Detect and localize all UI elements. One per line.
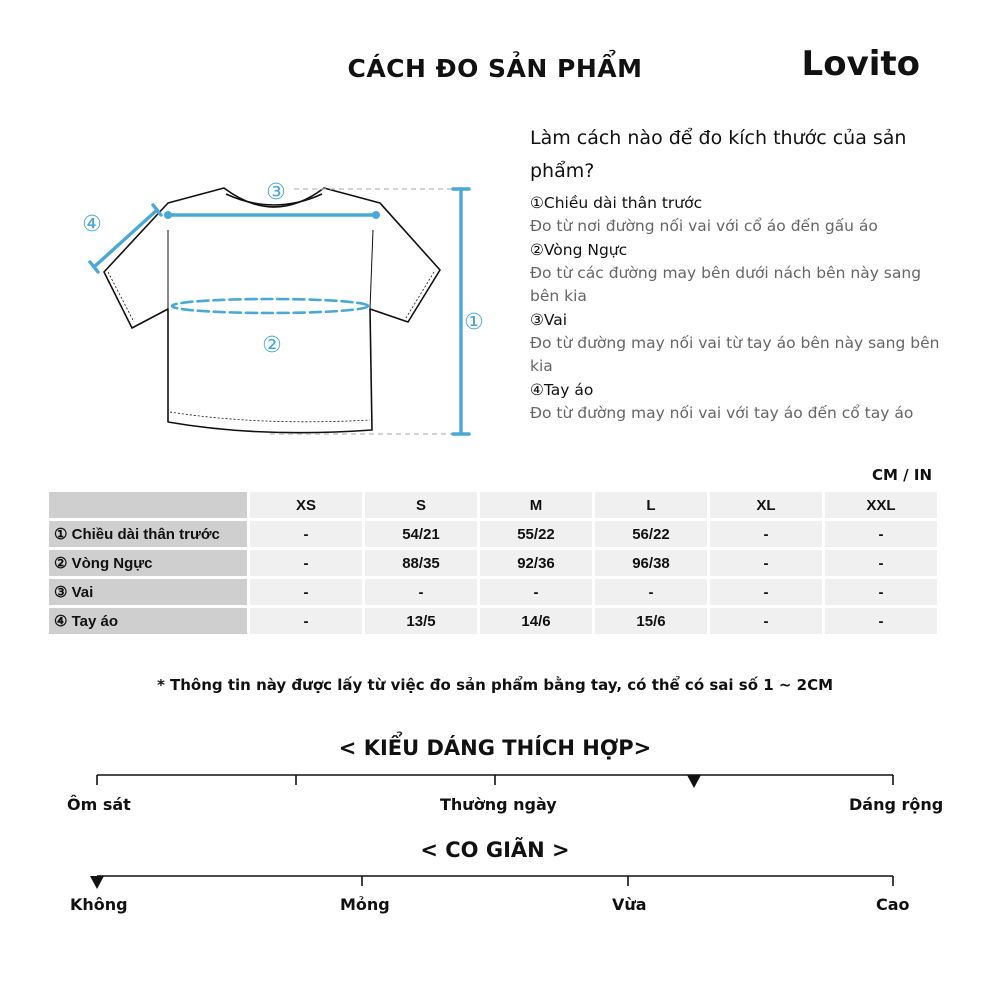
table-cell: - xyxy=(710,579,822,605)
table-cell: 15/6 xyxy=(595,608,707,634)
measure-desc-length: Đo từ nơi đường nối vai với cổ áo đến gấu áo xyxy=(530,217,878,235)
marker-3: ③ xyxy=(266,180,286,205)
brand-logo: Lovito xyxy=(801,44,920,84)
measurement-instructions xyxy=(530,122,950,425)
page-title: CÁCH ĐO SẢN PHẨM xyxy=(347,54,643,83)
stretch-label-medium: Vừa xyxy=(612,895,647,914)
measure-title-chest: ②Vòng Ngực xyxy=(530,240,628,259)
stretch-label-none: Không xyxy=(70,895,128,914)
unit-label: CM / IN xyxy=(872,466,932,484)
table-row xyxy=(49,608,937,634)
table-corner-cell xyxy=(49,492,247,518)
marker-1: ① xyxy=(464,310,484,335)
table-cell: - xyxy=(595,579,707,605)
table-cell: 92/36 xyxy=(480,550,592,576)
table-cell: - xyxy=(710,550,822,576)
marker-2: ② xyxy=(262,333,282,358)
table-cell: 13/5 xyxy=(365,608,477,634)
size-header-xxl: XXL xyxy=(825,492,937,518)
fit-label-tight: Ôm sát xyxy=(67,795,131,814)
size-header-l: L xyxy=(595,492,707,518)
row-label-chest: ② Vòng Ngực xyxy=(49,550,247,576)
measure-title-length: ①Chiều dài thân trước xyxy=(530,194,703,212)
tshirt-measurement-diagram xyxy=(70,170,484,450)
table-cell: 54/21 xyxy=(365,521,477,547)
table-cell: - xyxy=(480,579,592,605)
table-cell: - xyxy=(250,521,362,547)
measure-desc-chest: Đo từ các đường may bên dưới nách bên này sang bên kia xyxy=(530,263,922,305)
stretch-label-slight: Mỏng xyxy=(340,895,390,914)
row-label-length: ① Chiều dài thân trước xyxy=(49,521,247,547)
size-header-xl: XL xyxy=(710,492,822,518)
marker-4: ④ xyxy=(82,212,102,237)
fit-label-regular: Thường ngày xyxy=(440,795,557,814)
size-table xyxy=(46,489,940,637)
table-cell: 96/38 xyxy=(595,550,707,576)
table-cell: - xyxy=(825,579,937,605)
fit-title: < KIỂU DÁNG THÍCH HỢP> xyxy=(338,736,652,760)
table-cell: - xyxy=(365,579,477,605)
table-cell: - xyxy=(825,521,937,547)
measurement-note: * Thông tin này được lấy từ việc đo sản phẩm bằng tay, có thể có sai số 1 ~ 2CM xyxy=(156,676,834,694)
table-cell: 55/22 xyxy=(480,521,592,547)
stretch-indicator xyxy=(90,876,104,889)
table-cell: - xyxy=(710,608,822,634)
size-header-m: M xyxy=(480,492,592,518)
size-header-xs: XS xyxy=(250,492,362,518)
table-cell: - xyxy=(825,608,937,634)
table-cell: - xyxy=(825,550,937,576)
table-row xyxy=(49,579,937,605)
table-cell: - xyxy=(250,550,362,576)
instructions-heading: Làm cách nào để đo kích thước của sản phẩm? xyxy=(530,127,907,182)
measure-desc-shoulder: Đo từ đường may nối vai từ tay áo bên này sang bên kia xyxy=(530,333,940,375)
row-label-sleeve: ④ Tay áo xyxy=(49,608,247,634)
table-cell: 88/35 xyxy=(365,550,477,576)
size-header-s: S xyxy=(365,492,477,518)
table-cell: 14/6 xyxy=(480,608,592,634)
table-row xyxy=(49,521,937,547)
row-label-shoulder: ③ Vai xyxy=(49,579,247,605)
table-cell: - xyxy=(710,521,822,547)
stretch-title: < CO GIÃN > xyxy=(420,838,570,862)
table-cell: 56/22 xyxy=(595,521,707,547)
table-row xyxy=(49,550,937,576)
measure-desc-sleeve: Đo từ đường may nối vai với tay áo đến cổ tay áo xyxy=(530,403,914,422)
measure-title-sleeve: ④Tay áo xyxy=(530,380,594,399)
table-cell: - xyxy=(250,608,362,634)
size-header-row xyxy=(49,492,937,518)
fit-label-loose: Dáng rộng xyxy=(849,795,944,814)
tshirt-outline xyxy=(104,188,440,433)
table-cell: - xyxy=(250,579,362,605)
stretch-label-high: Cao xyxy=(876,895,910,914)
measure-title-shoulder: ③Vai xyxy=(530,310,568,329)
fit-indicator xyxy=(687,775,701,788)
